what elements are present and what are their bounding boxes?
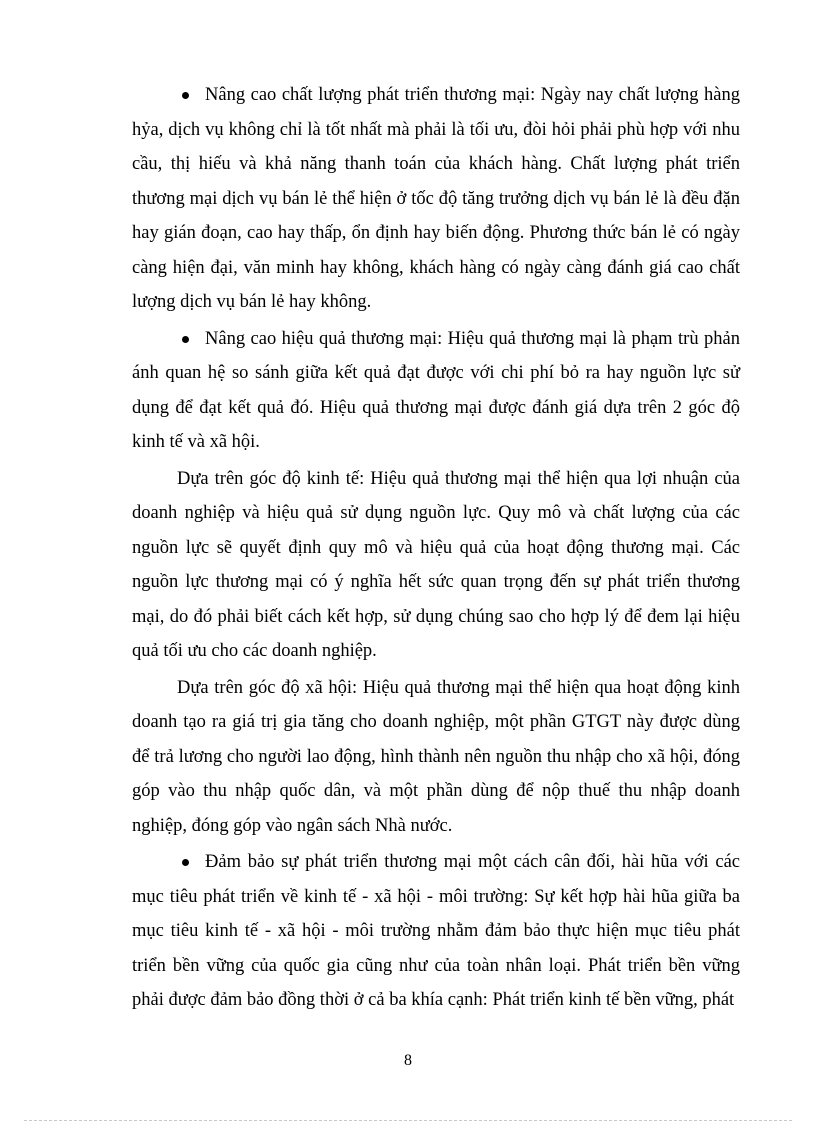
bullet-icon bbox=[182, 336, 189, 343]
paragraph-text: Dựa trên góc độ kinh tế: Hiệu quả thương mại thể hiện qua lợi nhuận của doanh nghiệp và hiệu quả sử dụng nguồn lực. Quy mô và chất lượng của các nguồn lực sẽ quyết định quy mô và hiệu quả của hoạt động thương mại. Các nguồn lực thương mại có ý nghĩa hết sức quan trọng đến sự phát triển thương mại, do đó phải biết cách kết hợp, sử dụng chúng sao cho hợp lý để đem lại hiệu quả tối ưu cho các doanh nghiệp. bbox=[132, 468, 740, 661]
page-bottom-divider bbox=[24, 1120, 792, 1121]
paragraph-text: Dựa trên góc độ xã hội: Hiệu quả thương mại thể hiện qua hoạt động kinh doanh tạo ra giá trị gia tăng cho doanh nghiệp, một phần GTGT này được dùng để trả lương cho người lao động, hình thành nên nguồn thu nhập cho xã hội, đóng góp vào thu nhập quốc dân, và một phần dùng để nộp thuế thu nhập doanh nghiệp, đóng góp vào ngân sách Nhà nước. bbox=[132, 677, 740, 836]
bullet-paragraph-quality bbox=[132, 78, 740, 320]
bullet-icon bbox=[182, 92, 189, 99]
paragraph-text: Đảm bảo sự phát triển thương mại một cách cân đối, hài hũa với các mục tiêu phát triển về kinh tế - xã hội - môi trường: Sự kết hợp hài hũa giữa ba mục tiêu kinh tế - xã hội - môi trường nhằm đảm bảo thực hiện mục tiêu phát triển bền vững của quốc gia cũng như của toàn nhân loại. Phát triển bền vững phải được đảm bảo đồng thời ở cả ba khía cạnh: Phát triển kinh tế bền vững, phát bbox=[132, 852, 740, 1010]
paragraph-economic-view bbox=[132, 462, 740, 669]
bullet-icon bbox=[182, 859, 189, 866]
page-body bbox=[132, 78, 740, 1020]
paragraph-social-view bbox=[132, 671, 740, 844]
page-number: 8 bbox=[404, 1052, 412, 1069]
paragraph-text: Nâng cao chất lượng phát triển thương mại: Ngày nay chất lượng hàng hỷa, dịch vụ không chỉ là tốt nhất mà phải là tối ưu, đòi hỏi phải phù hợp với nhu cầu, thị hiếu và khả năng thanh toán của khách hàng. Chất lượng phát triển thương mại dịch vụ bán lẻ thể hiện ở tốc độ tăng trưởng dịch vụ bán lẻ là đều đặn hay gián đoạn, cao hay thấp, ổn định hay biến động. Phương thức bán lẻ có ngày càng hiện đại, văn minh hay không, khách hàng có ngày càng đánh giá cao chất lượng dịch vụ bán lẻ hay không. bbox=[132, 85, 740, 312]
bullet-paragraph-efficiency bbox=[132, 322, 740, 460]
bullet-paragraph-balance bbox=[132, 845, 740, 1018]
paragraph-text: Nâng cao hiệu quả thương mại: Hiệu quả thương mại là phạm trù phản ánh quan hệ so sánh giữa kết quả đạt được với chi phí bỏ ra hay nguồn lực sử dụng để đạt kết quả đó. Hiệu quả thương mại được đánh giá dựa trên 2 góc độ kinh tế và xã hội. bbox=[132, 328, 740, 452]
